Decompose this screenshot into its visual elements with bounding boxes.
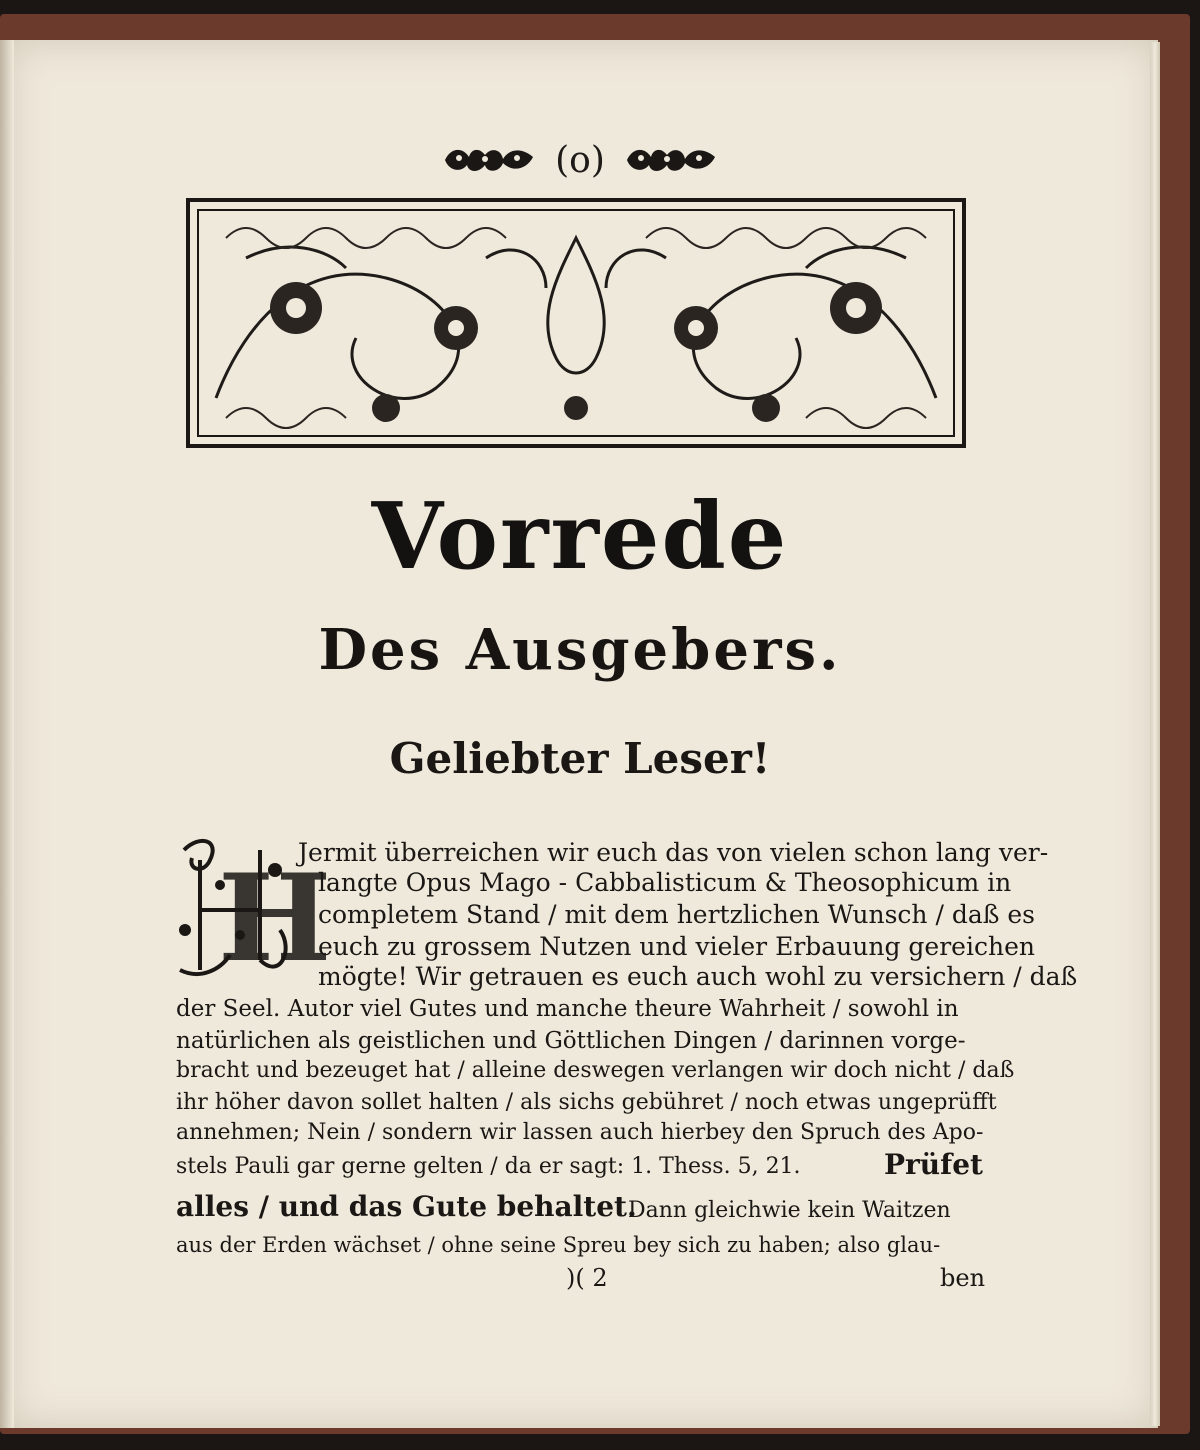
text-line-6: der Seel. Autor viel Gutes und manche theure Wahrheit / sowohl in	[176, 996, 959, 1022]
text-line-9: ihr höher davon sollet halten / als sichs gebühret / noch etwas ungeprüfft	[176, 1090, 997, 1115]
signature-mark: )( 2	[566, 1264, 608, 1292]
page-title: Vorrede	[371, 482, 789, 590]
text-line-5: mögte! Wir getrauen es euch auch wohl zu versichern / daß	[318, 962, 1078, 991]
salutation: Geliebter Leser!	[389, 734, 771, 783]
fleuron-ornament-left	[441, 143, 537, 177]
page-edge	[1150, 42, 1160, 1426]
decorated-initial-h	[170, 830, 332, 989]
text-line-7: natürlichen als geistlichen und Göttlichen Dingen / darinnen vorge-	[176, 1028, 966, 1054]
text-line-1: Jermit überreichen wir euch das von vielen schon lang ver-	[298, 838, 1049, 867]
catchword: ben	[940, 1264, 986, 1292]
page-folio: (o)	[555, 139, 605, 181]
text-line-3: completem Stand / mit dem hertzlichen Wunsch / daß es	[318, 900, 1036, 929]
text-line-2: langte Opus Mago - Cabbalisticum & Theosophicum in	[318, 868, 1012, 897]
page-subtitle: Des Ausgebers.	[318, 617, 842, 683]
text-line-11: stels Pauli gar gerne gelten / da er sagt: 1. Thess. 5, 21.	[176, 1154, 801, 1179]
text-line-10: annehmen; Nein / sondern wir lassen auch hierbey den Spruch des Apo-	[176, 1120, 984, 1145]
text-line-13: aus der Erden wächset / ohne seine Spreu bey sich zu haben; also glau-	[176, 1233, 941, 1257]
text-line-11-emphasis: Prüfet	[884, 1148, 983, 1181]
text-line-12: Dann gleichwie kein Waitzen	[628, 1198, 951, 1223]
text-line-8: bracht und bezeuget hat / alleine deswegen verlangen wir doch nicht / daß	[176, 1058, 1015, 1083]
fleuron-ornament-right	[623, 143, 719, 177]
floral-headpiece-ornament	[186, 198, 966, 448]
running-head	[420, 132, 740, 188]
page-gutter	[0, 40, 14, 1428]
svg-text:H: H	[218, 848, 332, 989]
text-line-12-emphasis: alles / und das Gute behaltet.	[176, 1190, 637, 1223]
text-line-4: euch zu grossem Nutzen und vieler Erbauung gereichen	[318, 932, 1035, 961]
